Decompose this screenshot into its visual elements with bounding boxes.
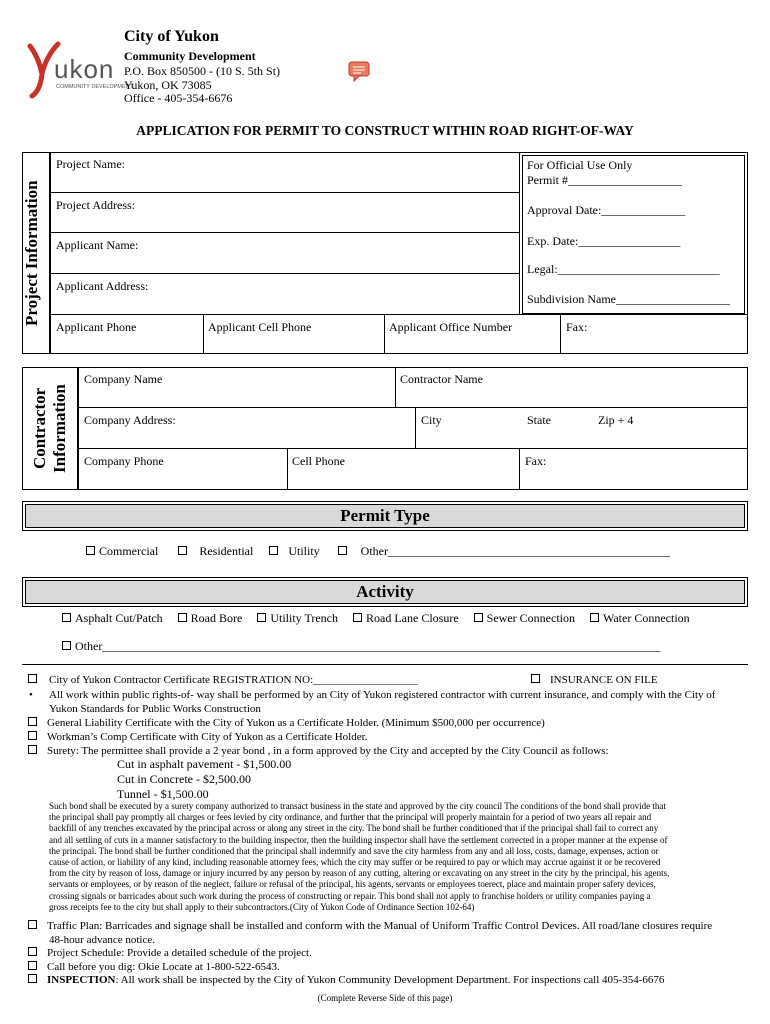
residential-label: Residential [199, 544, 254, 558]
applicant-name-label[interactable]: Applicant Name: [56, 238, 139, 252]
water-checkbox[interactable] [590, 613, 599, 622]
city-logo [22, 40, 133, 100]
comment-icon[interactable] [348, 60, 370, 82]
zip-label[interactable]: Zip + 4 [598, 413, 634, 427]
workmans-label: Workman’s Comp Certificate with City of Yukon as a Certificate Holder. [47, 731, 368, 743]
legal-line: and all settling of cuts in a manner satisfactory to the building inspector, then the building inspector shall have the settlement corrected in a proper manner at the expense of [49, 834, 668, 845]
workmans-row [28, 730, 367, 744]
logo-subtext: COMMUNITY DEVELOPMENT [56, 84, 133, 90]
city-label[interactable]: City [421, 413, 442, 427]
lane-closure-checkbox[interactable] [353, 613, 362, 622]
schedule-label: Project Schedule: Provide a detailed schedule of the project. [47, 947, 312, 959]
footer-note: (Complete Reverse Side of this page) [317, 993, 453, 1003]
legal-line: the principal shall pay promptly all charges or fees levied by city ordinance, and further that the principal will properly maintain for a period of two years all repair and [49, 812, 652, 823]
utility-trench-label: Utility Trench [270, 611, 339, 625]
utility-checkbox[interactable] [269, 546, 278, 555]
insurance-row [531, 673, 658, 687]
legal-line: servants or employees, or by reason of the neglect, failure or refusal of the principal, his agents, servants or employees toerect, place and maintain proper safety devices, [49, 879, 656, 890]
bond-asphalt: Cut in asphalt pavement - $1,500.00 [117, 757, 292, 771]
surety-row [28, 744, 609, 758]
contractor-fax-label[interactable]: Fax: [525, 454, 547, 468]
traffic-checkbox[interactable] [28, 920, 37, 929]
sewer-checkbox[interactable] [474, 613, 483, 622]
road-bore-label: Road Bore [190, 611, 243, 625]
contractor-label-2: Information [50, 384, 69, 473]
legal-line: cause of action, or liability of any kind, including reasonable attorney fees, which the city may suffer or be required to pay or which may accrue against it or be recovered [49, 857, 661, 868]
bond-tunnel: Tunnel - $1,500.00 [117, 787, 209, 801]
applicant-address-label[interactable]: Applicant Address: [56, 279, 149, 293]
company-phone-label[interactable]: Company Phone [84, 454, 164, 468]
liability-checkbox[interactable] [28, 717, 37, 726]
activity-options [62, 611, 690, 625]
traffic-row [28, 919, 712, 933]
permit-type-options [86, 544, 670, 558]
approval-date: Approval Date:______________ [527, 203, 686, 217]
logo-text: ukon [54, 54, 115, 84]
divider [22, 664, 748, 665]
sewer-label: Sewer Connection [486, 611, 575, 625]
applicant-phone-label[interactable]: Applicant Phone [56, 320, 137, 334]
applicant-office-label[interactable]: Applicant Office Number [389, 320, 513, 334]
activity-other [62, 639, 660, 653]
state-label[interactable]: State [527, 413, 551, 427]
dept-name: Community Development [124, 49, 256, 63]
project-info-label: Project Information [22, 180, 41, 326]
legal-line: gross receipts fee to the city but shall apply to their subcontractors.(City of Yukon Code of Ordinance Section 102-64) [49, 901, 475, 912]
other-permit-checkbox[interactable] [338, 546, 347, 555]
liability-row [28, 716, 545, 730]
contractor-cert-row [28, 673, 418, 687]
water-label: Water Connection [602, 611, 690, 625]
commercial-checkbox[interactable] [86, 546, 95, 555]
company-name-label[interactable]: Company Name [84, 372, 163, 386]
permit-number: Permit #___________________ [527, 173, 682, 187]
address-line-1: P.O. Box 850500 - (10 S. 5th St) [124, 64, 281, 78]
city-title: City of Yukon [124, 28, 219, 45]
subdivision-field: Subdivision Name___________________ [527, 292, 730, 306]
legal-line: from the city by reason of loss, damage or injury incurred by any person by reason of any cutting, altering or excavating on any street in the city by the principal, his agents, [49, 868, 670, 879]
applicant-cell-label[interactable]: Applicant Cell Phone [208, 320, 312, 334]
surety-label: Surety: The permittee shall provide a 2 year bond , in a form approved by the City and accepted by the City Council as follows: [47, 745, 609, 757]
activity-heading: Activity [22, 577, 748, 607]
permit-type-heading: Permit Type [22, 501, 748, 531]
company-address-label[interactable]: Company Address: [84, 413, 176, 427]
road-bore-checkbox[interactable] [178, 613, 187, 622]
call-row [28, 960, 280, 974]
contractor-name-label[interactable]: Contractor Name [400, 372, 483, 386]
contractor-cell-label[interactable]: Cell Phone [292, 454, 345, 468]
workmans-checkbox[interactable] [28, 731, 37, 740]
lane-closure-label: Road Lane Closure [366, 611, 459, 625]
call-label: Call before you dig: Okie Locate at 1-800-522-6543. [47, 961, 280, 973]
call-checkbox[interactable] [28, 961, 37, 970]
inspection-checkbox[interactable] [28, 974, 37, 983]
legal-line: Such bond shall be executed by a surety company authorized to transact business in the state and approved by the city council The conditions of the bond shall provide that [49, 801, 666, 811]
asphalt-checkbox[interactable] [62, 613, 71, 622]
legal-field: Legal:___________________________ [527, 262, 720, 276]
exp-date: Exp. Date:_________________ [527, 234, 681, 248]
office-phone: Office - 405-354-6676 [124, 91, 233, 105]
contractor-cert-label: City of Yukon Contractor Certificate REGISTRATION NO:___________________ [49, 674, 418, 686]
contractor-cert-checkbox[interactable] [28, 674, 37, 683]
schedule-row [28, 946, 312, 960]
official-use-heading: For Official Use Only [527, 158, 633, 172]
traffic-label-2: 48-hour advance notice. [49, 934, 155, 946]
other-activity-label: Other_____________________________________________________________________________________________ [75, 639, 661, 653]
other-activity-checkbox[interactable] [62, 641, 71, 650]
liability-label: General Liability Certificate with the City of Yukon as a Certificate Holder. (Minimum $500,000 per occurrence) [47, 717, 545, 729]
inspection-heading: INSPECTION [47, 974, 116, 986]
schedule-checkbox[interactable] [28, 947, 37, 956]
project-address-label[interactable]: Project Address: [56, 198, 135, 212]
insurance-label: INSURANCE ON FILE [550, 674, 658, 686]
other-permit-label: Other_______________________________________________ [360, 544, 670, 558]
project-name-label[interactable]: Project Name: [56, 157, 125, 171]
residential-checkbox[interactable] [178, 546, 187, 555]
contractor-info-label [22, 367, 78, 490]
traffic-label: Traffic Plan: Barricades and signage shall be installed and conform with the Manual of Uniform Traffic Control Devices. All road/lane closures require [47, 920, 713, 932]
form-title: APPLICATION FOR PERMIT TO CONSTRUCT WITHIN ROAD RIGHT-OF-WAY [136, 123, 634, 138]
legal-line: crossing signals or barricades about such work during the process of constructing or repair. This bond shall not apply to franchise holders or utility companies paying a [49, 890, 651, 901]
legal-line: the principal. The bond shall be further conditioned that the principal shall indemnify and save the city harmless from any and all loss, costs, damage, expenses, action or [49, 845, 659, 856]
bond-legal-text [49, 801, 749, 913]
utility-label: Utility [288, 544, 320, 558]
bullet-icon: • [29, 689, 33, 701]
asphalt-label: Asphalt Cut/Patch [75, 611, 163, 625]
legal-line: backfill of any trenches excavated by the principal across or along any street in the city. The bond shall be further conditioned that if the principal shall fail to correct any [49, 823, 659, 834]
address-line-2: Yukon, OK 73085 [124, 78, 212, 92]
inspection-label: : All work shall be inspected by the City of Yukon Community Development Department. For inspections call 405-354-6676 [115, 974, 665, 986]
registered-contractor-text-2: Yukon Standards for Public Works Construction [49, 703, 261, 715]
commercial-label: Commercial [99, 544, 159, 558]
insurance-checkbox[interactable] [531, 674, 540, 683]
bond-concrete: Cut in Concrete - $2,500.00 [117, 772, 251, 786]
inspection-row [28, 973, 664, 987]
contractor-label-1: Contractor [30, 387, 49, 470]
surety-checkbox[interactable] [28, 745, 37, 754]
registered-contractor-text: All work within public rights-of- way shall be performed by an City of Yukon registered contractor with current insurance, and comply with the City of [49, 689, 716, 701]
applicant-fax-label[interactable]: Fax: [566, 320, 588, 334]
utility-trench-checkbox[interactable] [257, 613, 266, 622]
